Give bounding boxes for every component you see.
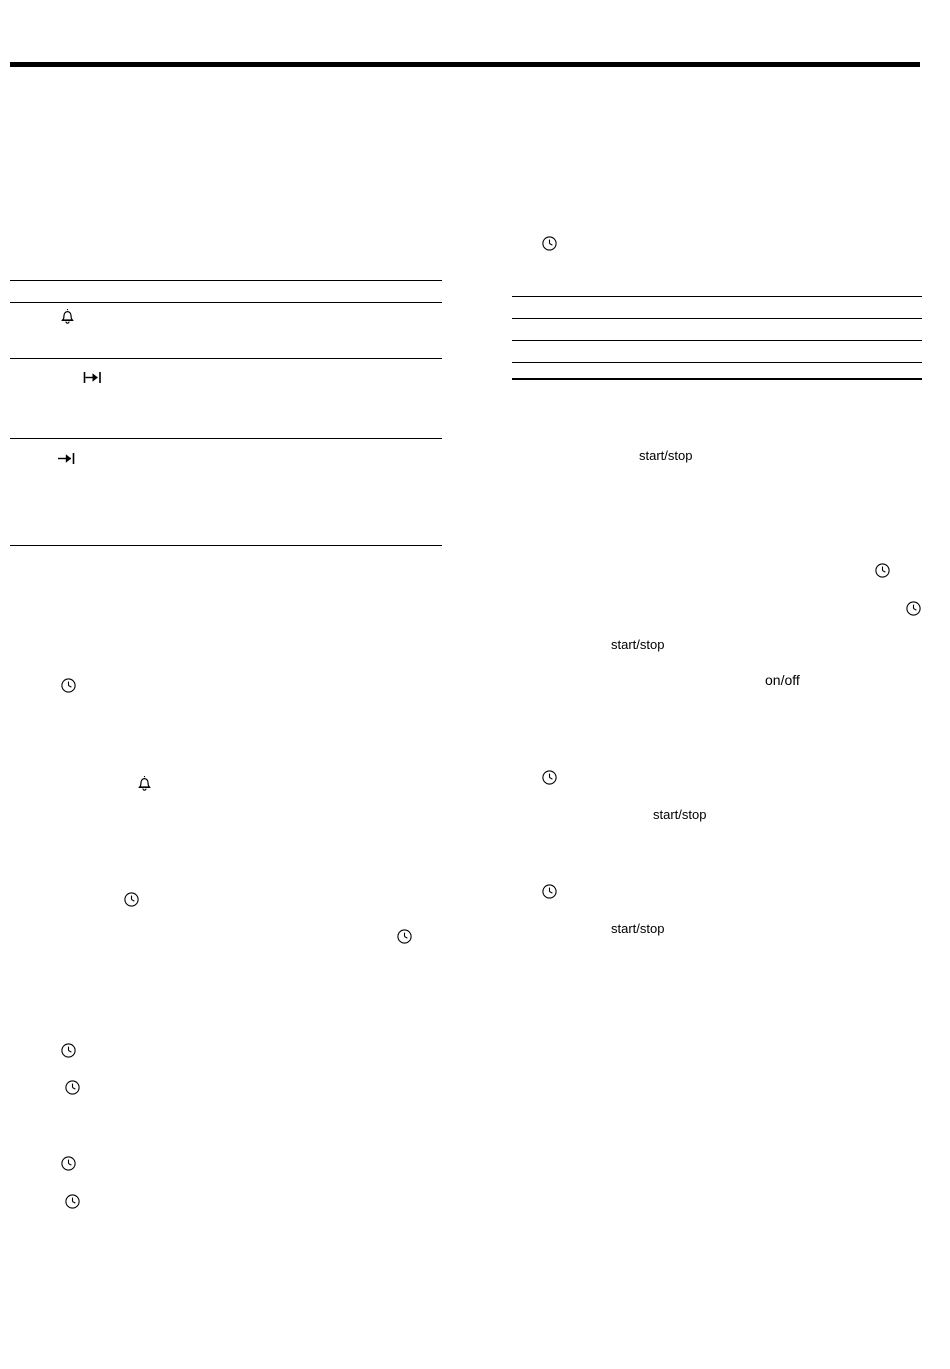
left-rule-1	[10, 280, 442, 281]
start-stop-label-1: start/stop	[639, 448, 693, 463]
clock-icon	[60, 1042, 77, 1059]
right-rule-1	[512, 296, 922, 297]
bell-icon	[58, 307, 77, 326]
clock-icon	[396, 928, 413, 945]
left-rule-4	[10, 438, 442, 439]
bell-icon	[135, 774, 154, 793]
start-stop-label-3: start/stop	[653, 807, 707, 822]
clock-icon	[60, 1155, 77, 1172]
right-rule-5	[512, 378, 922, 380]
right-rule-4	[512, 362, 922, 363]
clock-icon	[64, 1079, 81, 1096]
left-rule-3	[10, 358, 442, 359]
clock-icon	[874, 562, 891, 579]
clock-icon	[541, 769, 558, 786]
on-off-label: on/off	[765, 672, 800, 688]
clock-icon	[541, 235, 558, 252]
clock-icon	[905, 600, 922, 617]
clock-icon	[123, 891, 140, 908]
left-rule-2	[10, 302, 442, 303]
clock-icon	[64, 1193, 81, 1210]
skip-to-end-icon	[82, 368, 104, 387]
arrow-to-bar-icon	[56, 449, 78, 468]
left-rule-5	[10, 545, 442, 546]
clock-icon	[541, 883, 558, 900]
clock-icon	[60, 677, 77, 694]
right-rule-2	[512, 318, 922, 319]
header-rule	[10, 62, 920, 67]
start-stop-label-2: start/stop	[611, 637, 665, 652]
start-stop-label-4: start/stop	[611, 921, 665, 936]
right-rule-3	[512, 340, 922, 341]
